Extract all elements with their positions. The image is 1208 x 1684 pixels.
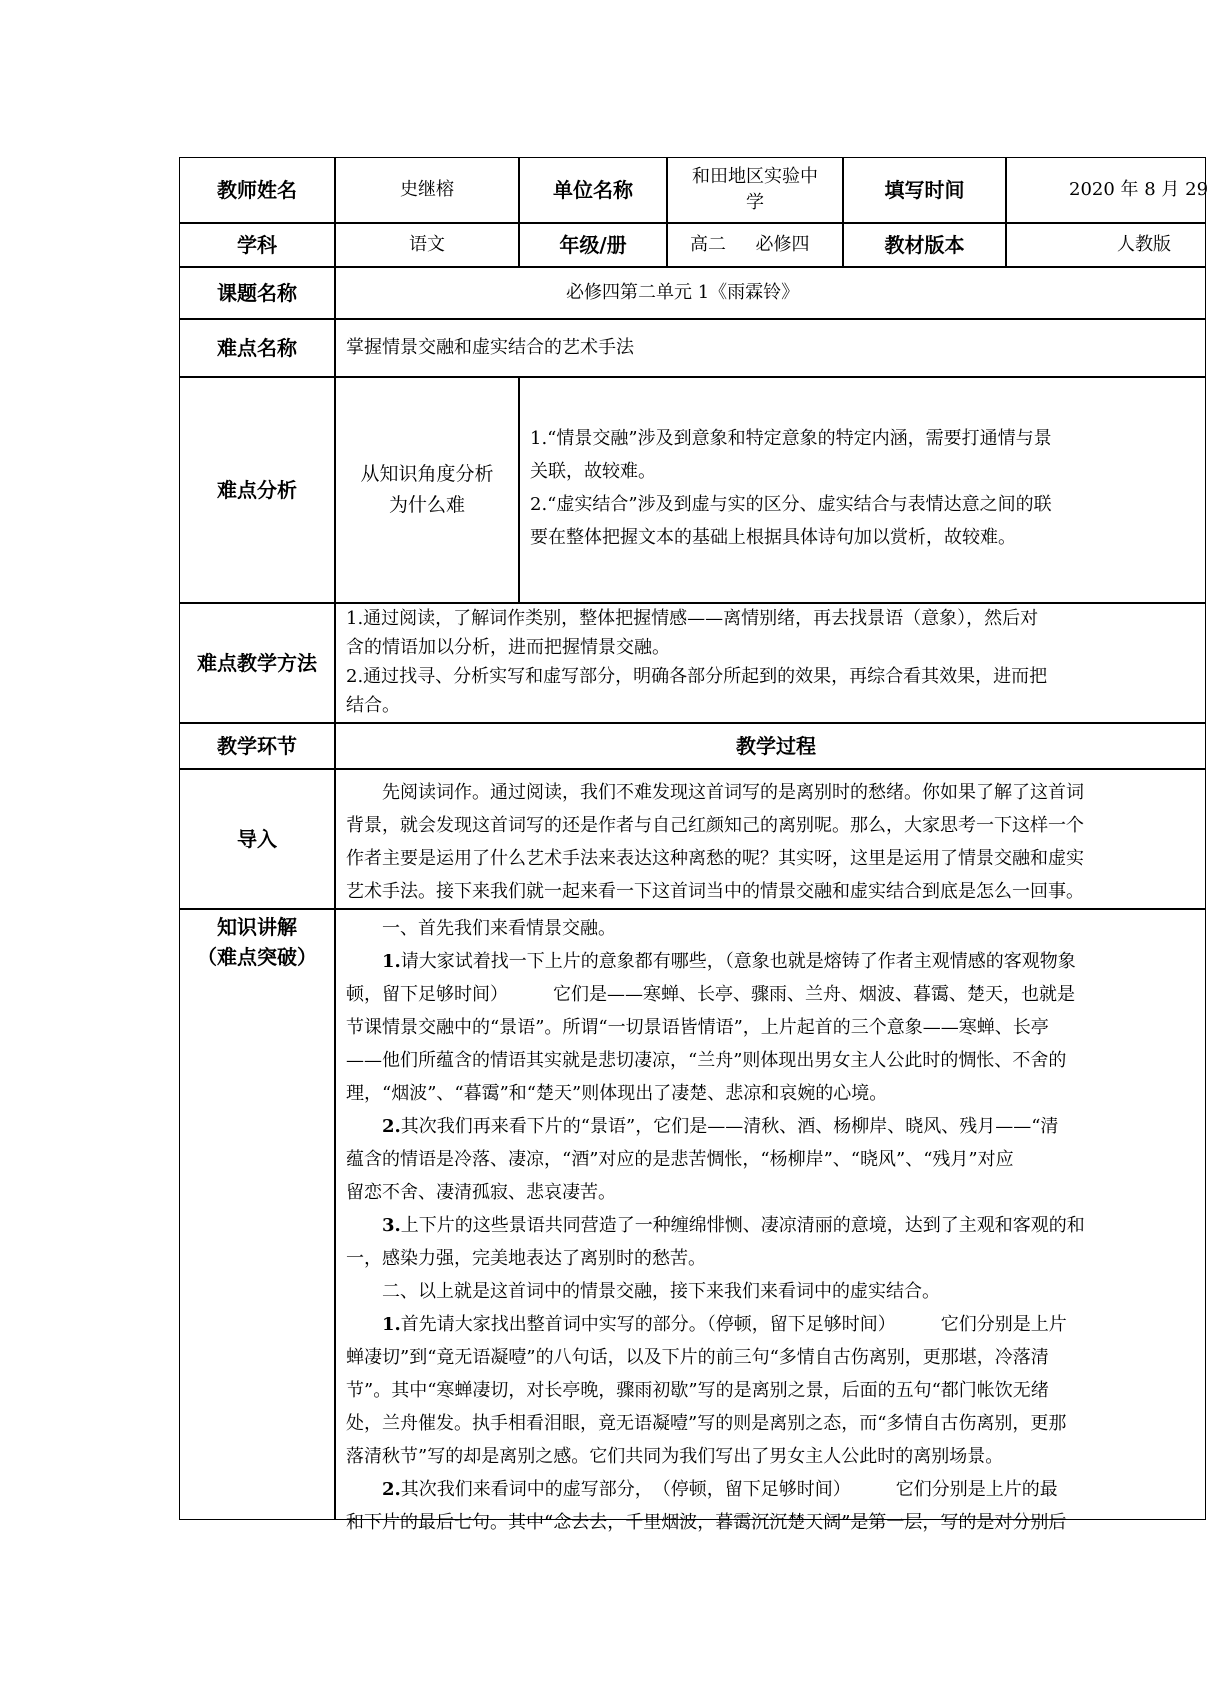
lecture-line: 2.其次我们再来看下片的“景语”，它们是——清秋、酒、杨柳岸、晓风、残月——“清 [382, 1116, 1059, 1137]
lecture-line: 节”。其中“寒蝉凄切，对长亭晚，骤雨初歇”写的是离别之景，后面的五句“都门帐饮无绪 [346, 1380, 1049, 1401]
topic-label: 课题名称 [179, 267, 335, 319]
lecture-content [335, 909, 1206, 1533]
lesson-plan-table [179, 157, 1208, 1533]
subject-label: 学科 [179, 223, 335, 267]
lecture-line: 1.请大家试着找一下上片的意象都有哪些，（意象也就是熔铸了作者主观情感的客观物象 [382, 951, 1076, 972]
unit-name-value: 和田地区实验中学 [667, 157, 843, 223]
analysis-content [519, 377, 1206, 603]
lecture-line: 留恋不舍、凄清孤寂、悲哀凄苦。 [346, 1182, 616, 1203]
method-line: 含的情语加以分析，进而把握情景交融。 [346, 637, 670, 658]
lecture-line: 1.首先请大家找出整首词中实写的部分。（停顿，留下足够时间） 它们分别是上片 [382, 1314, 1067, 1335]
topic-value: 必修四第二单元 1《雨霖铃》 [335, 267, 1206, 319]
teacher-name-value: 史继榕 [335, 157, 519, 223]
edition-value: 人教版 [1006, 223, 1206, 267]
lecture-line: 一，感染力强，完美地表达了离别时的愁苦。 [346, 1248, 706, 1269]
lecture-label: 知识讲解 [217, 915, 297, 939]
lecture-line: 3.上下片的这些景语共同营造了一种缠绵悱恻、凄凉清丽的意境，达到了主观和客观的和 [382, 1215, 1085, 1236]
item-number: 2. [382, 1479, 401, 1500]
lecture-line: ——他们所蕴含的情语其实就是悲切凄凉，“兰舟”则体现出男女主人公此时的惆怅、不舍的 [346, 1050, 1067, 1071]
item-number: 1. [382, 1314, 401, 1335]
intro-label: 导入 [179, 769, 335, 909]
analysis-line: 1.“情景交融”涉及到意象和特定意象的特定内涵，需要打通情与景 [530, 428, 1052, 449]
teacher-name-label: 教师姓名 [179, 157, 335, 223]
lecture-line: 理，“烟波”、“暮霭”和“楚天”则体现出了凄楚、悲凉和哀婉的心境。 [346, 1083, 888, 1104]
unit-name-label: 单位名称 [519, 157, 667, 223]
lecture-line: 顿，留下足够时间） 它们是——寒蝉、长亭、骤雨、兰舟、烟波、暮霭、楚天，也就是 [346, 984, 1075, 1005]
intro-line: 作者主要是运用了什么艺术手法来表达这种离愁的呢？其实呀，这里是运用了情景交融和虚实 [346, 848, 1084, 869]
lecture-line: 落清秋节”写的却是离别之感。它们共同为我们写出了男女主人公此时的离别场景。 [346, 1446, 1004, 1467]
intro-line: 先阅读词作。通过阅读，我们不难发现这首词写的是离别时的愁绪。你如果了解了这首词 [382, 782, 1084, 803]
fill-time-value: 2020 年 8 月 29 [1006, 157, 1206, 223]
difficulty-label: 难点名称 [179, 319, 335, 377]
method-line: 2.通过找寻、分析实写和虚写部分，明确各部分所起到的效果，再综合看其效果，进而把 [346, 666, 1048, 687]
lecture-line: 蝉凄切”到“竟无语凝噎”的八句话，以及下片的前三句“多情自古伤离别，更那堪，冷落清 [346, 1347, 1049, 1368]
intro-line: 背景，就会发现这首词写的还是作者与自己红颜知己的离别呢。那么，大家思考一下这样一个 [346, 815, 1084, 836]
fill-time-label: 填写时间 [843, 157, 1006, 223]
stage-header-label: 教学环节 [179, 723, 335, 769]
process-header-label: 教学过程 [335, 723, 1206, 769]
intro-line: 艺术手法。接下来我们就一起来看一下这首词当中的情景交融和虚实结合到底是怎么一回事。 [346, 881, 1084, 902]
lecture-line: 蕴含的情语是冷落、凄凉，“酒”对应的是悲苦惆怅，“杨柳岸”、“晓风”、“残月”对应 [346, 1149, 1014, 1170]
edition-label: 教材版本 [843, 223, 1006, 267]
lecture-line: 处，兰舟催发。执手相看泪眼，竟无语凝噎”写的则是离别之态，而“多情自古伤离别，更那 [346, 1413, 1067, 1434]
analysis-sub-label: 从知识角度分析为什么难 [335, 377, 519, 603]
method-label: 难点教学方法 [179, 603, 335, 723]
grade-value: 高二 必修四 [667, 223, 843, 267]
lecture-line: 节课情景交融中的“景语”。所谓“一切景语皆情语”，上片起首的三个意象——寒蝉、长亭 [346, 1017, 1049, 1038]
item-number: 2. [382, 1116, 401, 1137]
analysis-line: 要在整体把握文本的基础上根据具体诗句加以赏析，故较难。 [530, 527, 1016, 548]
subject-value: 语文 [335, 223, 519, 267]
item-number: 1. [382, 951, 401, 972]
lecture-label-cell [179, 909, 335, 1520]
method-line: 结合。 [346, 695, 400, 716]
lecture-line: 2.其次我们来看词中的虚写部分， （停顿，留下足够时间） 它们分别是上片的最 [382, 1479, 1058, 1500]
lecture-sub-label: （难点突破） [197, 945, 317, 969]
lecture-heading: 一、首先我们来看情景交融。 [382, 918, 616, 939]
item-number: 3. [382, 1215, 401, 1236]
grade-label: 年级/册 [519, 223, 667, 267]
analysis-line: 2.“虚实结合”涉及到虚与实的区分、虚实结合与表情达意之间的联 [530, 494, 1052, 515]
method-content [335, 603, 1206, 723]
lecture-heading: 二、以上就是这首词中的情景交融，接下来我们来看词中的虚实结合。 [382, 1281, 940, 1302]
lecture-line: 和下片的最后七句。其中“念去去，千里烟波，暮霭沉沉楚天阔”是第一层，写的是对分别后 [346, 1512, 1067, 1533]
difficulty-value: 掌握情景交融和虚实结合的艺术手法 [335, 319, 1206, 377]
method-line: 1.通过阅读，了解词作类别，整体把握情感——离情别绪，再去找景语（意象），然后对 [346, 608, 1039, 629]
intro-content [335, 769, 1206, 909]
analysis-label: 难点分析 [179, 377, 335, 603]
analysis-line: 关联，故较难。 [530, 461, 656, 482]
